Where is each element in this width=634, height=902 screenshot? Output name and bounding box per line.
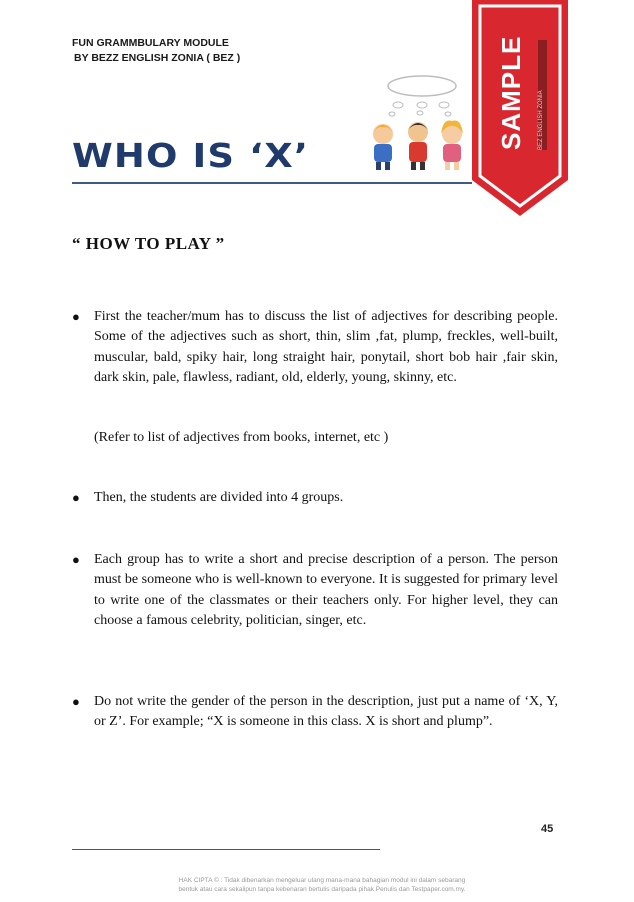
list-item [72,550,558,632]
list-item [72,488,558,508]
title-divider [72,182,472,184]
section-heading: “ HOW TO PLAY ” [72,234,225,253]
thinking-children-illustration [360,72,480,172]
module-header [72,36,240,66]
bullet-icon: ● [72,694,80,709]
list-item-text: Do not write the gender of the person in the description, just put a name of ‘X, Y, or Z’. For example; “X is someone in this class. X is short and plump”. [94,694,558,730]
footer-divider [72,849,380,850]
list-item [72,692,558,733]
page-number: 45 [541,823,554,835]
bullet-icon: ● [72,309,80,324]
page-title: WHO IS ‘X’ [72,136,310,175]
list-item-text: First the teacher/mum has to discuss the list of adjectives for describing people. Some of the adjectives such as short, thin, slim ,fat, plump, freckles, well-built, muscular, bald, spiky hair, long straight hair, ponytail, short bob hair ,fair skin, dark skin, pale, flawless, radiant, old, elderly, young, skinny, etc. [94,309,558,386]
module-author-line: BY BEZZ ENGLISH ZONIA ( BEZ ) [74,52,241,64]
list-item [72,307,558,389]
copyright-notice [120,876,524,894]
bullet-icon: ● [72,552,80,567]
list-item-note: (Refer to list of adjectives from books, internet, etc ) [94,430,389,445]
module-title-line: FUN GRAMMBULARY MODULE [72,37,229,49]
copyright-line: bentuk atau cara sekalipun tanpa kebenaran bertulis daripada pihak Penulis dan Testpaper.com.my. [178,886,466,893]
list-item-text: Then, the students are divided into 4 groups. [94,490,344,505]
bullet-icon: ● [72,490,80,505]
sample-sub-label: BEZ ENGLISH ZONIA [538,90,544,150]
copyright-line: HAK CIPTA © : Tidak dibenarkan mengeluar ulang mana-mana bahagian modul ini dalam sebarang [178,877,466,884]
list-item-text: Each group has to write a short and precise description of a person. The person must be someone who is well-known to everyone. It is suggested for primary level to write one of the classmates or their teachers only. For higher level, they can choose a famous celebrity, politician, singer, etc. [94,552,558,629]
sample-label: SAMPLE [496,35,526,150]
